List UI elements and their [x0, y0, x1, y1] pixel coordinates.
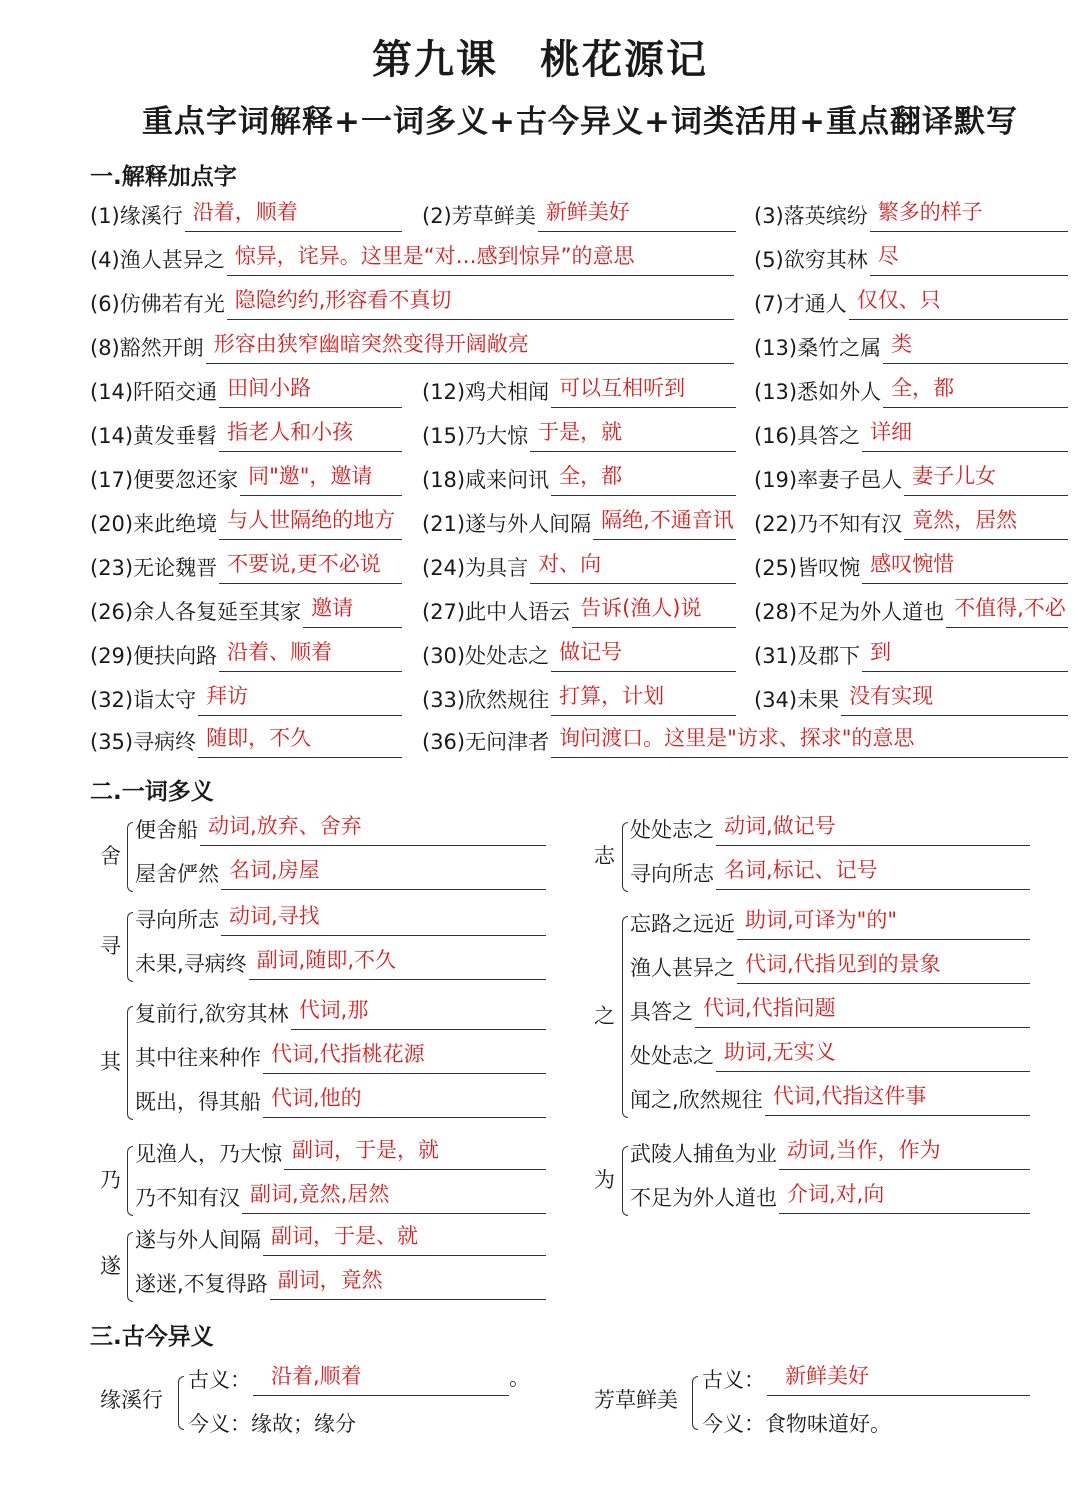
vocab-question: (6)仿佛若有光 [90, 292, 225, 316]
vocab-row [0, 506, 1080, 542]
polysemy-sentence: 寻向所志 [630, 862, 714, 886]
answer-blank [716, 1041, 1030, 1072]
term-word: 缘溪行 [100, 1388, 163, 1412]
polysemy-word: 志 [594, 844, 615, 868]
polysemy-word: 寻 [100, 934, 121, 958]
vocab-question: (24)为具言 [422, 556, 529, 580]
answer-blank [904, 465, 1068, 496]
modern-meaning-label: 今义： [188, 1412, 251, 1436]
answer-blank [551, 377, 736, 408]
vocab-question: (12)鸡犬相闻 [422, 380, 550, 404]
vocab-question: (29)便扶向路 [90, 644, 218, 668]
vocab-answer: 形容由狭窄幽暗突然变得开阔敞亮 [213, 333, 529, 356]
section1-heading: 一.解释加点字 [90, 164, 237, 190]
vocab-item [90, 198, 402, 232]
answer-blank [538, 201, 736, 232]
vocab-answer: 隔绝,不通音讯 [601, 509, 734, 532]
section2-heading: 二.一词多义 [90, 779, 214, 805]
polysemy-item [630, 1038, 1030, 1072]
ancient-meaning: 沿着,顺着 [271, 1365, 362, 1388]
vocab-question: (5)欲穷其林 [754, 248, 868, 272]
vocab-item [754, 418, 1068, 452]
vocab-question: (23)无论魏晋 [90, 556, 218, 580]
answer-blank [219, 421, 402, 452]
vocab-question: (14)黄发垂髫 [90, 424, 218, 448]
polysemy-sentence: 复前行,欲穷其林 [135, 1002, 289, 1026]
polysemy-item [630, 950, 1030, 984]
polysemy-sentence: 寻向所志 [135, 908, 219, 932]
vocab-question: (19)率妻子邑人 [754, 468, 903, 492]
polysemy-word: 之 [594, 1004, 615, 1028]
period-mark: 。 [509, 1366, 530, 1390]
vocab-question: (26)余人各复延至其家 [90, 600, 302, 624]
ancient-meaning-row [702, 1362, 1030, 1396]
vocab-item [422, 374, 736, 408]
answer-blank [206, 333, 734, 364]
vocab-item [90, 682, 402, 716]
vocab-answer: 邀请 [311, 597, 354, 620]
vocab-item [422, 594, 736, 628]
modern-meaning-label: 今义： [702, 1412, 765, 1436]
polysemy-sentence: 处处志之 [630, 1044, 714, 1068]
vocab-question: (15)乃大惊 [422, 424, 529, 448]
vocab-answer: 打算，计划 [559, 685, 665, 708]
vocab-answer: 全，都 [891, 377, 955, 400]
vocab-answer: 与人世隔绝的地方 [227, 509, 396, 532]
vocab-question: (1)缘溪行 [90, 204, 183, 228]
vocab-item [754, 506, 1068, 540]
answer-blank [862, 421, 1068, 452]
polysemy-item [135, 1266, 546, 1300]
polysemy-answer: 代词,那 [298, 999, 369, 1022]
vocab-question: (25)皆叹惋 [754, 556, 861, 580]
answer-blank [263, 1225, 546, 1256]
vocab-answer: 告诉(渔人)说 [580, 597, 702, 620]
polysemy-sentence: 忘路之远近 [630, 912, 735, 936]
vocab-answer: 拜访 [206, 685, 249, 708]
ancient-meaning-label: 古义： [188, 1368, 251, 1392]
answer-blank [593, 509, 736, 540]
vocab-answer: 类 [891, 333, 913, 356]
vocab-item [422, 550, 736, 584]
answer-blank [695, 997, 1030, 1028]
polysemy-item [630, 906, 1030, 940]
polysemy-item [630, 1180, 1030, 1214]
answer-blank [253, 1365, 509, 1396]
answer-blank [219, 553, 402, 584]
vocab-answer: 可以互相听到 [559, 377, 686, 400]
vocab-item [754, 594, 1068, 628]
vocab-answer: 于是，就 [538, 421, 623, 444]
polysemy-sentence: 遂与外人间隔 [135, 1228, 261, 1252]
answer-blank [862, 641, 1068, 672]
bracket [127, 1006, 133, 1120]
answer-blank [242, 1183, 546, 1214]
polysemy-answer: 助词,无实义 [724, 1041, 836, 1064]
polysemy-item [135, 902, 546, 936]
vocab-answer: 沿着、顺着 [227, 641, 333, 664]
answer-blank [291, 999, 546, 1030]
polysemy-item [135, 996, 546, 1030]
vocab-item [90, 418, 402, 452]
polysemy-item [135, 1222, 546, 1256]
polysemy-item [135, 812, 546, 846]
answer-blank [716, 815, 1030, 846]
polysemy-word: 遂 [100, 1254, 121, 1278]
answer-blank [219, 641, 402, 672]
polysemy-answer: 动词,放弃、舍弃 [208, 815, 362, 838]
polysemy-item [630, 812, 1030, 846]
polysemy-sentence: 遂迷,不复得路 [135, 1272, 268, 1296]
vocab-row [0, 286, 1080, 322]
polysemy-sentence: 闻之,欣然规往 [630, 1088, 763, 1112]
vocab-answer: 详细 [870, 421, 913, 444]
polysemy-answer: 介词,对,向 [787, 1183, 885, 1206]
vocab-item [422, 462, 736, 496]
answer-blank [779, 1183, 1030, 1214]
vocab-question: (18)咸来问讯 [422, 468, 550, 492]
vocab-item [754, 638, 1068, 672]
polysemy-item [630, 1082, 1030, 1116]
answer-blank [883, 377, 1068, 408]
answer-blank [227, 245, 734, 276]
vocab-question: (27)此中人语云 [422, 600, 571, 624]
polysemy-answer: 代词,代指这件事 [772, 1085, 927, 1108]
vocab-question: (8)豁然开朗 [90, 336, 204, 360]
polysemy-answer: 副词，竟然 [277, 1269, 383, 1292]
vocab-row [0, 550, 1080, 586]
answer-blank [551, 465, 736, 496]
vocab-question: (30)处处志之 [422, 644, 550, 668]
polysemy-sentence: 既出，得其船 [135, 1090, 261, 1114]
answer-blank [551, 685, 736, 716]
ancient-meaning-label: 古义： [702, 1368, 765, 1392]
polysemy-item [135, 1084, 546, 1118]
answer-blank [779, 1139, 1030, 1170]
bracket [622, 822, 628, 892]
vocab-row [0, 418, 1080, 454]
bracket [127, 822, 133, 892]
vocab-item [90, 594, 402, 628]
section3-heading: 三.古今异义 [90, 1324, 214, 1350]
vocab-item [90, 374, 402, 408]
bracket [127, 1146, 133, 1216]
vocab-answer: 感叹惋惜 [870, 553, 955, 576]
bracket [622, 1146, 628, 1216]
vocab-question: (2)芳草鲜美 [422, 204, 536, 228]
vocab-item [422, 198, 736, 232]
vocab-answer: 询问渡口。这里是"访求、探求"的意思 [559, 727, 915, 750]
polysemy-item [135, 1040, 546, 1074]
answer-blank [221, 859, 546, 890]
answer-blank [249, 949, 546, 980]
vocab-item [754, 550, 1068, 584]
vocab-item [754, 242, 1068, 276]
vocab-item [90, 286, 734, 320]
vocab-item [422, 506, 736, 540]
bracket [622, 916, 628, 1118]
answer-blank [849, 289, 1068, 320]
vocab-answer: 做记号 [559, 641, 623, 664]
vocab-item [422, 682, 736, 716]
vocab-question: (3)落英缤纷 [754, 204, 868, 228]
vocab-question: (20)来此绝境 [90, 512, 218, 536]
answer-blank [841, 685, 1068, 716]
vocab-row [0, 594, 1080, 630]
vocab-answer: 不值得,不必 [954, 597, 1066, 620]
vocab-answer: 尽 [877, 245, 899, 268]
vocab-answer: 新鲜美好 [545, 201, 630, 224]
answer-blank [737, 953, 1030, 984]
answer-blank [270, 1269, 546, 1300]
vocab-question: (32)诣太守 [90, 688, 197, 712]
polysemy-answer: 副词，于是、就 [271, 1225, 418, 1248]
vocab-answer: 惊异，诧异。这里是“对…感到惊异”的意思 [234, 245, 635, 268]
answer-blank [551, 727, 1068, 758]
answer-blank [716, 859, 1030, 890]
polysemy-answer: 名词,房屋 [229, 859, 320, 882]
answer-blank [870, 201, 1068, 232]
polysemy-answer: 代词,他的 [271, 1087, 362, 1110]
vocab-question: (4)渔人甚异之 [90, 248, 225, 272]
polysemy-answer: 动词,做记号 [724, 815, 836, 838]
answer-blank [219, 509, 402, 540]
answer-blank [862, 553, 1068, 584]
polysemy-answer: 副词，于是，就 [292, 1139, 439, 1162]
vocab-item [90, 462, 402, 496]
polysemy-answer: 助词,可译为"的" [745, 909, 897, 932]
bracket [692, 1376, 698, 1430]
vocab-item [422, 418, 736, 452]
answer-blank [904, 509, 1068, 540]
vocab-answer: 同"邀"，邀请 [248, 465, 373, 488]
vocab-row [0, 198, 1080, 234]
vocab-answer: 仅仅、只 [856, 289, 941, 312]
modern-meaning: 缘故；缘分 [251, 1412, 356, 1436]
polysemy-answer: 代词,代指问题 [703, 997, 836, 1020]
answer-blank [530, 421, 736, 452]
vocab-answer: 妻子儿女 [912, 465, 997, 488]
polysemy-answer: 代词,代指见到的景象 [745, 953, 941, 976]
vocab-row [0, 242, 1080, 278]
polysemy-sentence: 处处志之 [630, 818, 714, 842]
vocab-row [0, 330, 1080, 366]
answer-blank [530, 553, 736, 584]
bracket [178, 1376, 184, 1430]
vocab-question: (13)桑竹之属 [754, 336, 882, 360]
modern-meaning-row [188, 1406, 356, 1440]
vocab-question: (35)寻病终 [90, 730, 197, 754]
polysemy-answer: 名词,标记、记号 [724, 859, 878, 882]
page-subtitle: 重点字词解释+一词多义+古今异义+词类活用+重点翻译默写 [142, 104, 1018, 140]
vocab-item [754, 286, 1068, 320]
vocab-answer: 隐隐约约,形容看不真切 [234, 289, 452, 312]
polysemy-item [135, 1136, 546, 1170]
polysemy-item [135, 1180, 546, 1214]
vocab-question: (13)悉如外人 [754, 380, 882, 404]
answer-blank [284, 1139, 546, 1170]
answer-blank [765, 1085, 1030, 1116]
vocab-answer: 全，都 [559, 465, 623, 488]
vocab-answer: 没有实现 [849, 685, 934, 708]
answer-blank [185, 201, 402, 232]
polysemy-answer: 副词,竟然,居然 [250, 1183, 390, 1206]
vocab-question: (33)欣然规往 [422, 688, 550, 712]
vocab-row [0, 462, 1080, 498]
modern-meaning-row [702, 1406, 891, 1440]
polysemy-sentence: 武陵人捕鱼为业 [630, 1142, 777, 1166]
vocab-item [422, 638, 736, 672]
polysemy-item [135, 946, 546, 980]
polysemy-sentence: 其中往来种作 [135, 1046, 261, 1070]
answer-blank [240, 465, 402, 496]
answer-blank [227, 289, 734, 320]
vocab-item [90, 242, 734, 276]
answer-blank [219, 377, 402, 408]
bracket [127, 912, 133, 982]
answer-blank [263, 1043, 546, 1074]
vocab-item [754, 682, 1068, 716]
vocab-answer: 到 [870, 641, 892, 664]
vocab-row [0, 724, 1080, 760]
answer-blank [200, 815, 546, 846]
vocab-row [0, 374, 1080, 410]
vocab-answer: 指老人和小孩 [227, 421, 354, 444]
vocab-answer: 繁多的样子 [877, 201, 983, 224]
answer-blank [883, 333, 1068, 364]
polysemy-word: 其 [100, 1050, 121, 1074]
polysemy-sentence: 乃不知有汉 [135, 1186, 240, 1210]
term-word: 芳草鲜美 [594, 1388, 678, 1412]
polysemy-item [630, 1136, 1030, 1170]
polysemy-sentence: 渔人甚异之 [630, 956, 735, 980]
vocab-question: (28)不足为外人道也 [754, 600, 945, 624]
page-title: 第九课 桃花源记 [372, 37, 708, 83]
vocab-answer: 竟然，居然 [912, 509, 1018, 532]
answer-blank [737, 909, 1030, 940]
vocab-question: (17)便要忽还家 [90, 468, 239, 492]
vocab-question: (31)及郡下 [754, 644, 861, 668]
polysemy-item [630, 856, 1030, 890]
ancient-meaning: 新鲜美好 [785, 1365, 869, 1388]
answer-blank [870, 245, 1068, 276]
vocab-answer: 不要说,更不必说 [227, 553, 381, 576]
vocab-question: (7)才通人 [754, 292, 847, 316]
polysemy-sentence: 便舍船 [135, 818, 198, 842]
vocab-answer: 随即，不久 [206, 727, 312, 750]
modern-meaning: 食物味道好。 [765, 1412, 891, 1436]
vocab-question: (36)无问津者 [422, 730, 550, 754]
polysemy-sentence: 不足为外人道也 [630, 1186, 777, 1210]
polysemy-sentence: 未果,寻病终 [135, 952, 247, 976]
vocab-item [754, 462, 1068, 496]
vocab-row [0, 682, 1080, 718]
answer-blank [198, 727, 402, 758]
polysemy-sentence: 屋舍俨然 [135, 862, 219, 886]
vocab-item [90, 330, 734, 364]
vocab-question: (16)具答之 [754, 424, 861, 448]
answer-blank [551, 641, 736, 672]
answer-blank [221, 905, 546, 936]
vocab-question: (14)阡陌交通 [90, 380, 218, 404]
polysemy-word: 舍 [100, 844, 121, 868]
polysemy-answer: 代词,代指桃花源 [271, 1043, 425, 1066]
vocab-item [90, 724, 402, 758]
vocab-item [754, 330, 1068, 364]
polysemy-word: 乃 [100, 1168, 121, 1192]
vocab-item [754, 198, 1068, 232]
polysemy-answer: 动词,寻找 [229, 905, 320, 928]
polysemy-answer: 动词,当作，作为 [787, 1139, 941, 1162]
vocab-answer: 沿着，顺着 [192, 201, 298, 224]
vocab-item [90, 506, 402, 540]
polysemy-item [135, 856, 546, 890]
vocab-question: (34)未果 [754, 688, 840, 712]
answer-blank [946, 597, 1068, 628]
polysemy-sentence: 具答之 [630, 1000, 693, 1024]
polysemy-answer: 副词,随即,不久 [256, 949, 397, 972]
answer-blank [198, 685, 402, 716]
vocab-row [0, 638, 1080, 674]
polysemy-item [630, 994, 1030, 1028]
ancient-meaning-row [188, 1362, 530, 1396]
vocab-answer: 对、向 [538, 553, 602, 576]
vocab-item [90, 638, 402, 672]
answer-blank [303, 597, 402, 628]
answer-blank [263, 1087, 546, 1118]
vocab-question: (22)乃不知有汉 [754, 512, 903, 536]
vocab-item [754, 374, 1068, 408]
polysemy-sentence: 见渔人，乃大惊 [135, 1142, 282, 1166]
bracket [127, 1232, 133, 1302]
vocab-item [90, 550, 402, 584]
vocab-answer: 田间小路 [227, 377, 312, 400]
answer-blank [572, 597, 736, 628]
answer-blank [767, 1365, 1030, 1396]
polysemy-word: 为 [594, 1168, 615, 1192]
vocab-item [422, 724, 1068, 758]
vocab-question: (21)遂与外人间隔 [422, 512, 592, 536]
